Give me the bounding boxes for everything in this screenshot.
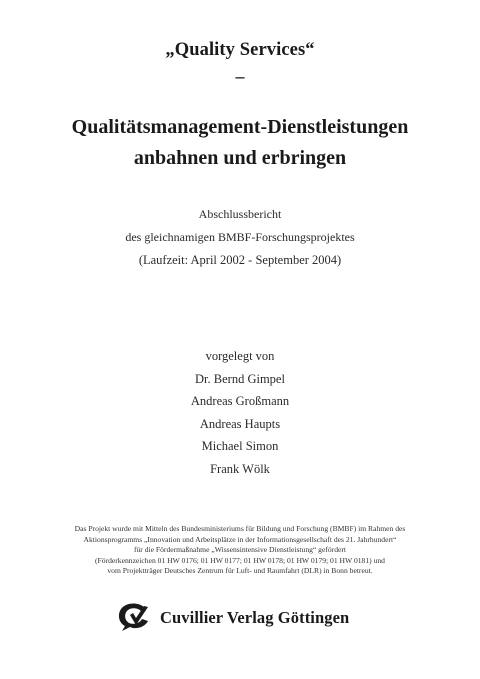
series-title: „Quality Services“ [165, 40, 315, 60]
author-name: Andreas Großmann [190, 394, 290, 409]
publisher-name: Cuvillier Verlag Göttingen [160, 608, 350, 627]
author-name: Dr. Bernd Gimpel [195, 371, 285, 386]
funding-note [24, 524, 456, 577]
authors-intro: vorgelegt von [205, 349, 275, 363]
authors-block [0, 345, 480, 481]
funding-line: (Förderkennzeichen 01 HW 0176; 01 HW 0177; 01 HW 0178; 01 HW 0179; 01 HW 0181) und [95, 555, 385, 565]
publisher [114, 598, 349, 638]
report-project: des gleichnamigen BMBF-Forschungsprojektes [125, 230, 355, 244]
funding-line: Aktionsprogramms „Innovation und Arbeitsplätze in der Informationsgesellschaft des 21. Jahrhundert“ [83, 534, 397, 544]
author-name: Andreas Haupts [199, 416, 281, 431]
title-dash: – [235, 66, 245, 86]
main-title-line-1: Qualitätsmanagement-Dienstleistungen [71, 116, 409, 138]
report-description [0, 203, 480, 272]
funding-line: Das Projekt wurde mit Mitteln des Bundesministeriums für Bildung und Forschung (BMBF) im Rahmen des [74, 524, 406, 533]
main-title-line-2: anbahnen und erbringen [133, 147, 347, 169]
author-name: Frank Wölk [210, 461, 270, 476]
report-type: Abschlussbericht [198, 207, 282, 221]
cuvillier-logo-icon [114, 601, 152, 635]
funding-line: vom Projektträger Deutsches Zentrum für Luft- und Raumfahrt (DLR) in Bonn betreut. [107, 566, 373, 576]
report-duration: (Laufzeit: April 2002 - September 2004) [138, 253, 342, 267]
author-name: Michael Simon [201, 439, 279, 454]
main-title [0, 112, 480, 174]
funding-line: für die Fördermaßnahme „Wissensintensive Dienstleistung“ gefördert [133, 545, 347, 555]
